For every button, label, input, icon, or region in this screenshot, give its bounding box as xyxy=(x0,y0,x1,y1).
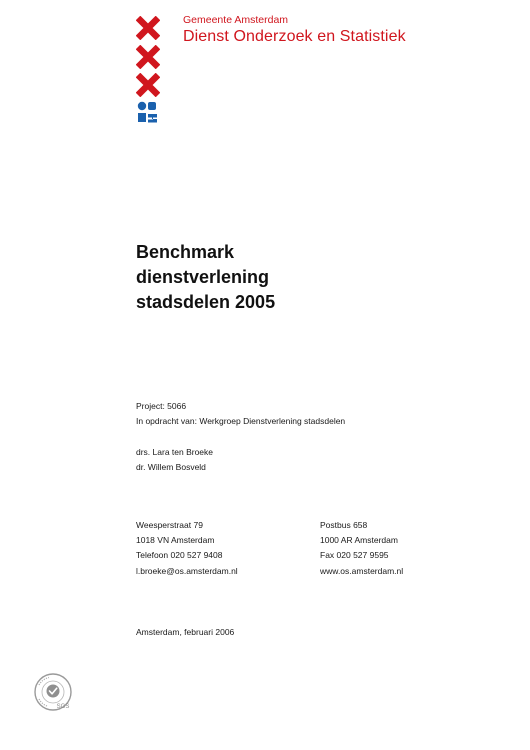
logo-cross-icon xyxy=(136,45,160,69)
place-date: Amsterdam, februari 2006 xyxy=(136,627,235,637)
project-client: In opdracht van: Werkgroep Dienstverlening stadsdelen xyxy=(136,416,346,426)
org-municipality: Gemeente Amsterdam xyxy=(183,14,289,26)
author: drs. Lara ten Broeke xyxy=(136,447,214,457)
address-street: Weesperstraat 79 xyxy=(136,520,203,530)
website: www.os.amsterdam.nl xyxy=(320,566,404,576)
author: dr. Willem Bosveld xyxy=(136,462,206,472)
logo-cross-icon xyxy=(136,16,160,40)
fax-number: Fax 020 527 9595 xyxy=(320,550,389,560)
os-logo-icon xyxy=(137,101,159,123)
seal-label: SGS xyxy=(56,704,70,710)
document-title xyxy=(136,240,275,315)
title-line: Benchmark xyxy=(136,242,235,262)
logo-cross-icon xyxy=(136,73,160,97)
project-number: Project: 5066 xyxy=(136,401,187,411)
certification-seal-icon xyxy=(33,672,73,712)
org-department: Dienst Onderzoek en Statistiek xyxy=(183,28,406,45)
title-line: stadsdelen 2005 xyxy=(136,292,276,312)
title-line: dienstverlening xyxy=(136,267,270,287)
address-city: 1018 VN Amsterdam xyxy=(136,535,215,545)
postbus-city: 1000 AR Amsterdam xyxy=(320,535,398,545)
email-address: l.broeke@os.amsterdam.nl xyxy=(136,566,238,576)
phone-number: Telefoon 020 527 9408 xyxy=(136,550,223,560)
organisation-name xyxy=(183,14,406,46)
postbus: Postbus 658 xyxy=(320,520,368,530)
